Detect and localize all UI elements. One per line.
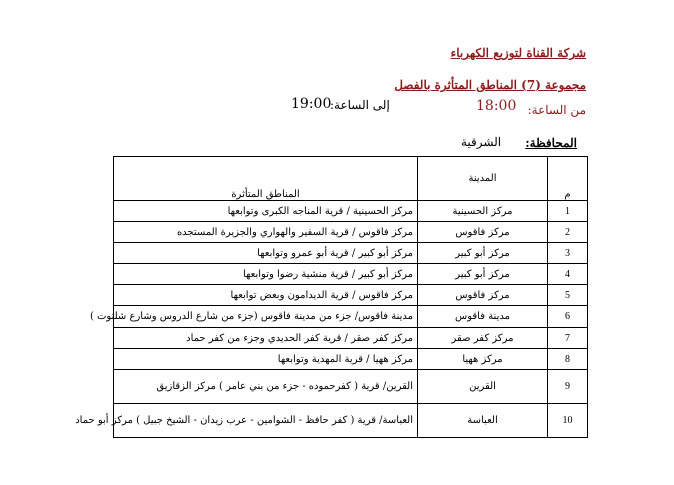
row-areas: مركز كفر صقر / قرية كفر الحديدي وجزء من كفر حماد <box>114 328 418 349</box>
table-header-row <box>114 157 588 201</box>
table-row <box>114 328 588 349</box>
governorate-label: المحافظة: <box>525 136 577 150</box>
table-row <box>114 222 588 243</box>
row-number: 6 <box>548 306 588 328</box>
row-areas: مركز فاقوس / قرية الديدامون وبعض توابعها <box>114 285 418 306</box>
row-number: 5 <box>548 285 588 306</box>
row-number: 10 <box>548 404 588 438</box>
row-areas: مركز فاقوس / قرية السفير والهواري والجزيرة المستجده <box>114 222 418 243</box>
row-city: مركز أبو كبير <box>418 264 548 285</box>
header-city: المدينة <box>418 157 548 201</box>
row-number: 7 <box>548 328 588 349</box>
row-areas: مركز أبو كبير / قرية منشية رضوا وتوابعها <box>114 264 418 285</box>
affected-areas-table <box>75 156 588 438</box>
group-title: مجموعة (7) المناطق المتأثرة بالفصل <box>394 78 586 92</box>
row-city: مركز ههيا <box>418 349 548 370</box>
row-areas: القرين/ قرية ( كفرحموده - جزء من بني عامر ) مركز الزقازيق <box>114 370 418 404</box>
to-time-label: إلى الساعة: <box>330 98 390 112</box>
row-number: 8 <box>548 349 588 370</box>
table-row <box>114 201 588 222</box>
row-city: مركز كفر صقر <box>418 328 548 349</box>
row-number: 1 <box>548 201 588 222</box>
row-number: 9 <box>548 370 588 404</box>
table-row <box>114 306 588 328</box>
table-row <box>114 370 588 404</box>
row-city: مركز الحسينية <box>418 201 548 222</box>
header-areas: المناطق المتأثرة <box>114 157 418 201</box>
table-row <box>114 264 588 285</box>
row-number: 4 <box>548 264 588 285</box>
row-city: مركز فاقوس <box>418 285 548 306</box>
to-time-value: 19:00 <box>291 96 332 112</box>
table-row <box>114 404 588 438</box>
row-areas: مركز الحسينية / قرية المناجه الكبرى وتوابعها <box>114 201 418 222</box>
row-areas: مركز أبو كبير / قرية أبو عمرو وتوابعها <box>114 243 418 264</box>
header-m: م <box>548 157 588 201</box>
row-city: مركز فاقوس <box>418 222 548 243</box>
from-time-label: من الساعة: <box>527 103 586 117</box>
company-name: شركة القناة لتوزيع الكهرباء <box>450 46 586 60</box>
row-areas: العباسة/ قرية ( كفر حافظ - الشوامين - عرب زيدان - الشيخ جبيل ) مركز أبو حماد <box>114 404 418 438</box>
row-city: العباسة <box>418 404 548 438</box>
row-number: 3 <box>548 243 588 264</box>
row-areas: مدينة فاقوس/ جزء من مدينة فاقوس (جزء من شارع الدروس وشارع شلتوت ) <box>114 306 418 328</box>
row-city: مركز أبو كبير <box>418 243 548 264</box>
table-row <box>114 349 588 370</box>
table-row <box>114 285 588 306</box>
row-areas: مركز ههيا / قرية المهدية وتوابعها <box>114 349 418 370</box>
governorate-value: الشرقية <box>461 135 502 149</box>
row-city: مدينة فاقوس <box>418 306 548 328</box>
table-row <box>114 243 588 264</box>
row-city: القرين <box>418 370 548 404</box>
row-number: 2 <box>548 222 588 243</box>
from-time-value: 18:00 <box>476 98 517 114</box>
